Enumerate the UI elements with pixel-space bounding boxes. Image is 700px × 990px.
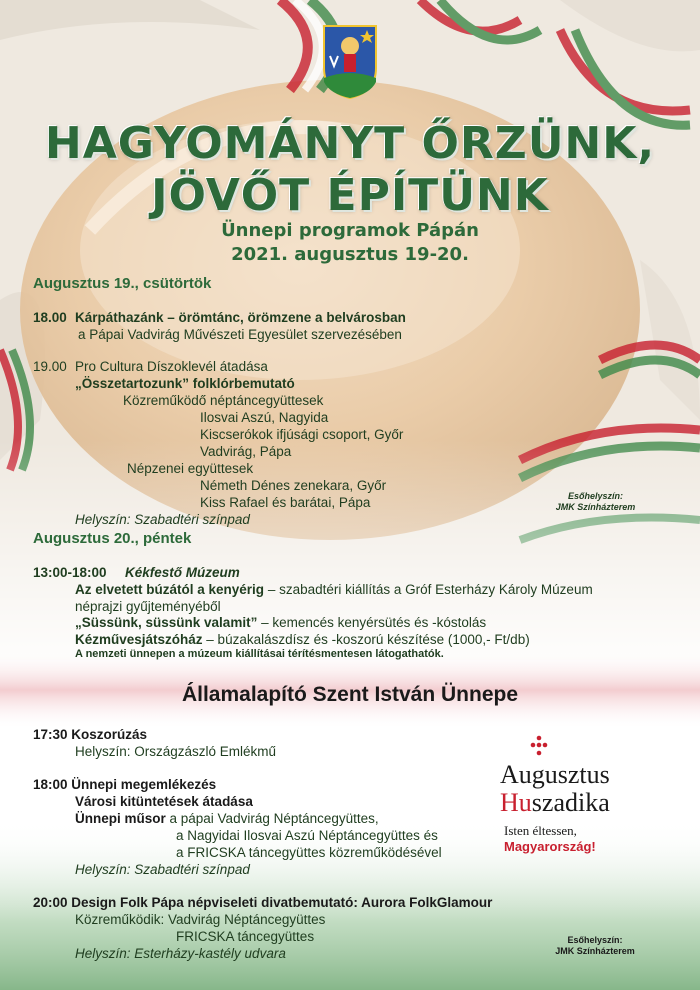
day2-line4 [75, 631, 530, 648]
day1-event2-line3: Közreműködő néptáncegyüttesek [123, 393, 324, 408]
s2-event1-venue: Helyszín: Országzászló Emlékmű [75, 744, 277, 759]
day1-event2-time: 19.00 [33, 359, 67, 374]
day2-line3 [75, 614, 486, 631]
day2-line4-rest: – búzakalászdísz és -koszorú készítése (1000,- Ft/db) [202, 632, 530, 647]
day2-time: 13:00-18:00 [33, 565, 107, 580]
dots-crown-icon [528, 735, 550, 761]
day1-venue: Helyszín: Szabadtéri színpad [75, 512, 250, 527]
s2-rain-place: JMK Színházterem [555, 946, 635, 956]
s2-event3-venue: Helyszín: Esterházy-kastély udvara [75, 946, 286, 961]
day2-heading: Augusztus 20., péntek [33, 530, 192, 547]
logo-line3: Isten éltessen, [504, 823, 577, 838]
day2-line4-bold: Kézművesjátszóház [75, 632, 203, 647]
s2-event3-line2: FRICSKA táncegyüttes [176, 929, 315, 944]
day2-note: A nemzeti ünnepen a múzeum kiállításai térítésmentesen látogathatók. [75, 648, 444, 660]
day2-line2: néprajzi gyűjteményéből [75, 599, 221, 614]
day1-event2-line7: Népzenei együttesek [127, 461, 254, 476]
day1-event1-title: Kárpáthazánk – örömtánc, örömzene a belvárosban [75, 310, 406, 325]
day1-rain-label: Esőhelyszín: [567, 491, 623, 501]
logo-line2 [500, 789, 610, 817]
day1-event2-line9: Kiss Rafael és barátai, Pápa [200, 495, 371, 510]
s2-event2-line2-rest: a pápai Vadvirág Néptáncegyüttes, [165, 811, 379, 826]
day1-heading: Augusztus 19., csütörtök [33, 275, 212, 292]
s2-event2-line2-bold: Ünnepi műsor [75, 811, 166, 826]
s2-event1-title: 17:30 Koszorúzás [33, 727, 148, 742]
papa-coat-of-arms-icon [320, 22, 380, 100]
subtitle: Ünnepi programok Pápán [221, 220, 479, 241]
day1-event2-line1: Pro Cultura Díszoklevél átadása [75, 359, 268, 374]
logo-line2-black: szadika [531, 788, 610, 817]
day2-line1 [75, 581, 593, 598]
s2-event2-title: 18:00 Ünnepi megemlékezés [33, 777, 217, 792]
day1-rain-place: JMK Színházterem [555, 502, 636, 512]
s2-event2-line4: a FRICSKA táncegyüttes közreműködésével [176, 845, 442, 860]
augusztus-huszadika-logo [490, 735, 660, 865]
section2-heading: Államalapító Szent István Ünnepe [181, 683, 519, 706]
main-title-line1: HAGYOMÁNYT ŐRZÜNK, [44, 118, 656, 169]
day2-line1-rest: – szabadtéri kiállítás a Gróf Esterházy Károly Múzeum [264, 582, 593, 597]
s2-rain-label: Esőhelyszín: [567, 935, 623, 945]
day1-event2-line4: Ilosvai Aszú, Nagyida [200, 410, 329, 425]
day1-event2-line6: Vadvirág, Pápa [200, 444, 292, 459]
day1-event2-line2: „Összetartozunk” folklórbemutató [75, 376, 295, 391]
s2-event2-line3: a Nagyidai Ilosvai Aszú Néptáncegyüttes és [176, 828, 438, 843]
event-dates: 2021. augusztus 19-20. [231, 244, 469, 265]
s2-event2-line1: Városi kitüntetések átadása [75, 794, 253, 809]
logo-line1: Augusztus [500, 760, 610, 789]
day1-event1-time: 18.00 [33, 310, 67, 325]
s2-event3-title: 20:00 Design Folk Pápa népviseleti divatbemutató: Aurora FolkGlamour [33, 895, 493, 910]
day1-event2-line5: Kiscserókok ifjúsági csoport, Győr [200, 427, 404, 442]
logo-line2-red: Hu [500, 788, 532, 817]
logo-line4: Magyarország! [504, 839, 596, 854]
day1-event2-line8: Németh Dénes zenekara, Győr [200, 478, 387, 493]
day2-place: Kékfestő Múzeum [125, 565, 240, 580]
day2-line3-rest: – kemencés kenyérsütés és -kóstolás [257, 615, 487, 630]
s2-event2-line2 [75, 810, 379, 827]
s2-event2-venue: Helyszín: Szabadtéri színpad [75, 862, 250, 877]
day2-line3-bold: „Süssünk, süssünk valamit” [75, 615, 258, 630]
day1-rain-venue [548, 491, 643, 513]
day1-event1-desc: a Pápai Vadvirág Művészeti Egyesület szervezésében [78, 327, 402, 342]
day2-line1-bold: Az elvetett búzától a kenyérig [75, 582, 265, 597]
s2-rain-venue [545, 935, 645, 957]
s2-event3-line1: Közreműködik: Vadvirág Néptáncegyüttes [75, 912, 326, 927]
main-title-line2: JÖVŐT ÉPÍTÜNK [151, 170, 549, 221]
